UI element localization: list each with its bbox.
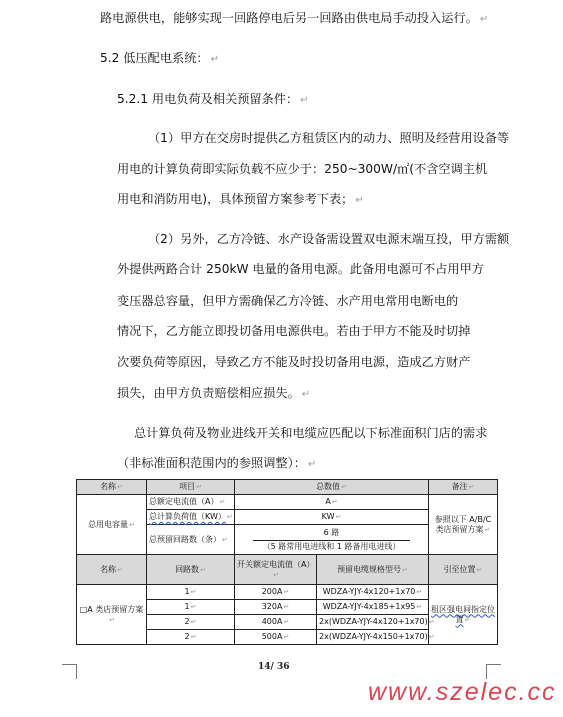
paragraph-line-8: 外提供两路合计 250kW 电量的备用电源。此备用电源可不占用甲方 (117, 262, 484, 276)
a-row-rating: 400A↵ (235, 615, 317, 630)
a-row-count: 1↵ (147, 600, 235, 615)
subheader-rating: 开关额定电流值（A）↵ (235, 555, 317, 585)
row-value-circuits (235, 525, 429, 555)
header-note: 备注↵ (429, 480, 498, 495)
header-name: 名称↵ (77, 480, 147, 495)
crop-mark-right (486, 664, 501, 679)
paragraph-line-5: 用电的计算负荷即实际负载不应少于：250~300W/㎡(不含空调主机 (117, 162, 488, 176)
a-row-rating: 320A↵ (235, 600, 317, 615)
paragraph-line-1: 路电源供电，能够实现一回路停电后另一回路由供电局手动投入运行。 ↵ (100, 11, 489, 25)
subheader-name: 名称↵ (77, 555, 147, 585)
a-row-count: 2↵ (147, 615, 235, 630)
table-subheader-row (77, 555, 498, 585)
position-note: 租区强电间指定位置↵ (429, 585, 498, 645)
a-row-count: 2↵ (147, 630, 235, 645)
subheader-cable: 预留电缆规格型号↵ (317, 555, 429, 585)
paragraph-mark-icon: ↵ (210, 54, 219, 65)
row-item-load: 总计算负荷值（KW）↵ (147, 510, 235, 525)
paragraph-mark-icon: ↵ (300, 95, 309, 106)
row-item-current: 总额定电流值（A）↵ (147, 495, 235, 510)
paragraph-line-13: 总计算负荷及物业进线开关和电缆应匹配以下标准面积门店的需求 (134, 426, 488, 440)
paragraph-mark-icon: ↵ (479, 14, 489, 25)
paragraph-mark-icon: ↵ (307, 459, 317, 470)
a-row-count: 1↵ (147, 585, 235, 600)
table-header-row (77, 480, 498, 495)
a-row-cable: 2x(WDZA-YJY-4x120+1x70)↵ (317, 615, 429, 630)
section-heading-5-2-1: 5.2.1 用电负荷及相关预留条件： ↵ (117, 92, 309, 106)
paragraph-line-12: 损失，由甲方负责赔偿相应损失。 ↵ (117, 386, 311, 400)
row-item-circuits: 总预留回路数（条）↵ (147, 525, 235, 555)
section-heading-5-2: 5.2 低压配电系统： ↵ (100, 51, 219, 65)
row-value-load: KW↵ (235, 510, 429, 525)
watermark: www.szelec.cc (368, 678, 557, 706)
paragraph-line-11: 次要负荷等原因，导致乙方不能及时投切备用电源，造成乙方财产 (117, 355, 471, 369)
paragraph-mark-icon: ↵ (355, 195, 364, 206)
a-row-rating: 200A↵ (235, 585, 317, 600)
paragraph-line-10: 情况下，乙方能立即投切备用电源供电。若由于甲方不能及时切掉 (117, 324, 471, 338)
paragraph-line-7: （2）另外，乙方冷链、水产设备需设置双电源末端互投，甲方需额 (148, 232, 510, 246)
a-row-cable: WDZA-YJY-4x185+1x95↵ (317, 600, 429, 615)
paragraph-mark-icon: ↵ (301, 389, 311, 400)
table-row (77, 585, 498, 600)
note-reference: 参照以下 A/B/C 类店预留方案↵ (429, 495, 498, 555)
a-row-cable: WDZA-YJY-4x120+1x70↵ (317, 585, 429, 600)
circuits-count: 6 路 (323, 527, 340, 537)
header-item: 项目↵ (147, 480, 235, 495)
header-total: 总数值↵ (235, 480, 429, 495)
a-row-cable: 2x(WDZA-YJY-4x150+1x70)↵ (317, 630, 429, 645)
paragraph-line-6: 用电和消防用电)，具体预留方案参考下表； ↵ (117, 192, 364, 206)
crop-mark-left (62, 664, 77, 679)
a-row-rating: 500A↵ (235, 630, 317, 645)
subheader-count: 回路数↵ (147, 555, 235, 585)
page-number: 14/ 36 (258, 662, 290, 672)
total-capacity-label: 总用电容量↵ (77, 495, 147, 555)
table-row (77, 495, 498, 510)
a-class-plan-label: □A 类店预留方案↵ (77, 585, 147, 645)
circuits-detail: （5 路常用电进线和 1 路备用电进线） (253, 540, 410, 552)
paragraph-line-14: （非标准面积范围内的参照调整）： ↵ (117, 456, 317, 470)
subheader-position: 引至位置↵ (429, 555, 498, 585)
row-value-current: A↵ (235, 495, 429, 510)
paragraph-line-9: 变压器总容量，但甲方需确保乙方冷链、水产用电常用电断电的 (117, 294, 459, 308)
paragraph-line-4: （1）甲方在交房时提供乙方租赁区内的动力、照明及经营用设备等 (148, 131, 510, 145)
load-spec-table (76, 479, 498, 645)
